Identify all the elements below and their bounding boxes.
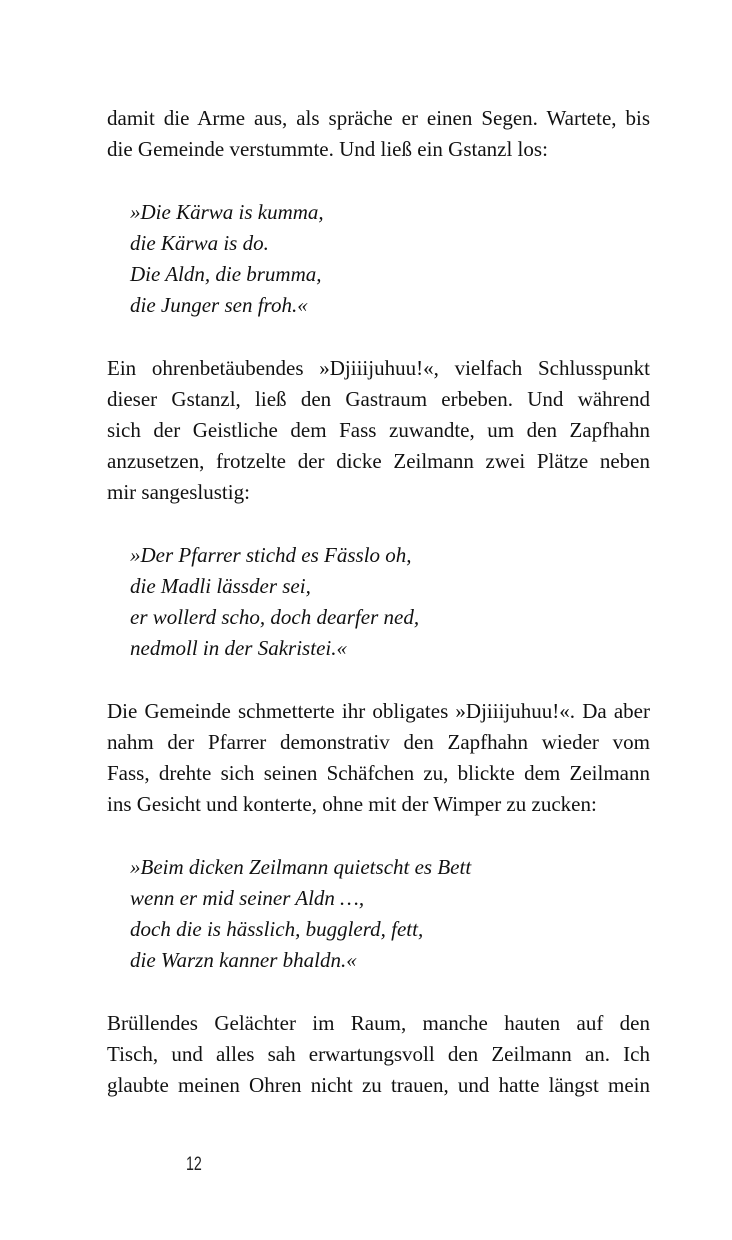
verse-stanza xyxy=(107,197,650,322)
text-line: damit die Arme aus, als spräche er einen Segen. Wartete, bis xyxy=(107,106,650,130)
text-line: mir sangeslustig: xyxy=(107,480,250,505)
text-line: die Gemeinde verstummte. Und ließ ein Gstanzl los: xyxy=(107,137,548,162)
page-number: 12 xyxy=(186,1154,202,1175)
paragraph xyxy=(107,1008,650,1102)
verse-line: die Junger sen froh.« xyxy=(130,293,308,318)
text-line: Die Gemeinde schmetterte ihr obligates »Djiiijuhuu!«. Da aber xyxy=(107,698,650,723)
verse-line: die Madli lässder sei, xyxy=(130,574,311,598)
text-line: Tisch, und alles sah erwartungsvoll den Zeilmann an. Ich xyxy=(107,1042,650,1066)
text-line: dieser Gstanzl, ließ den Gastraum erbeben. Und während xyxy=(107,386,650,411)
verse-line: doch die is hässlich, bugglerd, fett, xyxy=(130,917,424,942)
text-line: Ein ohrenbetäubendes »Djiiijuhuu!«, vielfach Schlusspunkt xyxy=(107,355,650,380)
text-line: Fass, drehte sich seinen Schäfchen zu, blickte dem Zeilmann xyxy=(107,761,650,786)
text-line: Brüllendes Gelächter im Raum, manche hauten auf den xyxy=(107,1010,650,1035)
verse-line: nedmoll in der Sakristei.« xyxy=(130,636,347,661)
text-line: ins Gesicht und konterte, ohne mit der Wimper zu zucken: xyxy=(107,792,597,817)
page-body xyxy=(107,103,650,1101)
paragraph xyxy=(107,353,650,509)
paragraph xyxy=(107,103,650,165)
text-line: anzusetzen, frotzelte der dicke Zeilmann zwei Plätze neben xyxy=(107,449,650,474)
verse-line: wenn er mid seiner Aldn …, xyxy=(130,886,365,910)
verse-line: »Die Kärwa is kumma, xyxy=(130,199,324,224)
paragraph xyxy=(107,696,650,821)
verse-line: die Kärwa is do. xyxy=(130,230,269,255)
verse-stanza xyxy=(107,852,650,977)
verse-stanza xyxy=(107,540,650,665)
verse-line: die Warzn kanner bhaldn.« xyxy=(130,948,357,973)
verse-line: »Der Pfarrer stichd es Fässlo oh, xyxy=(130,542,412,567)
verse-line: »Beim dicken Zeilmann quietscht es Bett xyxy=(130,854,472,879)
text-line: sich der Geistliche dem Fass zuwandte, um den Zapfhahn xyxy=(107,418,650,442)
text-line: nahm der Pfarrer demonstrativ den Zapfhahn wieder vom xyxy=(107,730,650,754)
verse-line: er wollerd scho, doch dearfer ned, xyxy=(130,605,420,630)
text-line: glaubte meinen Ohren nicht zu trauen, und hatte längst mein xyxy=(107,1073,650,1098)
verse-line: Die Aldn, die brumma, xyxy=(130,262,322,286)
